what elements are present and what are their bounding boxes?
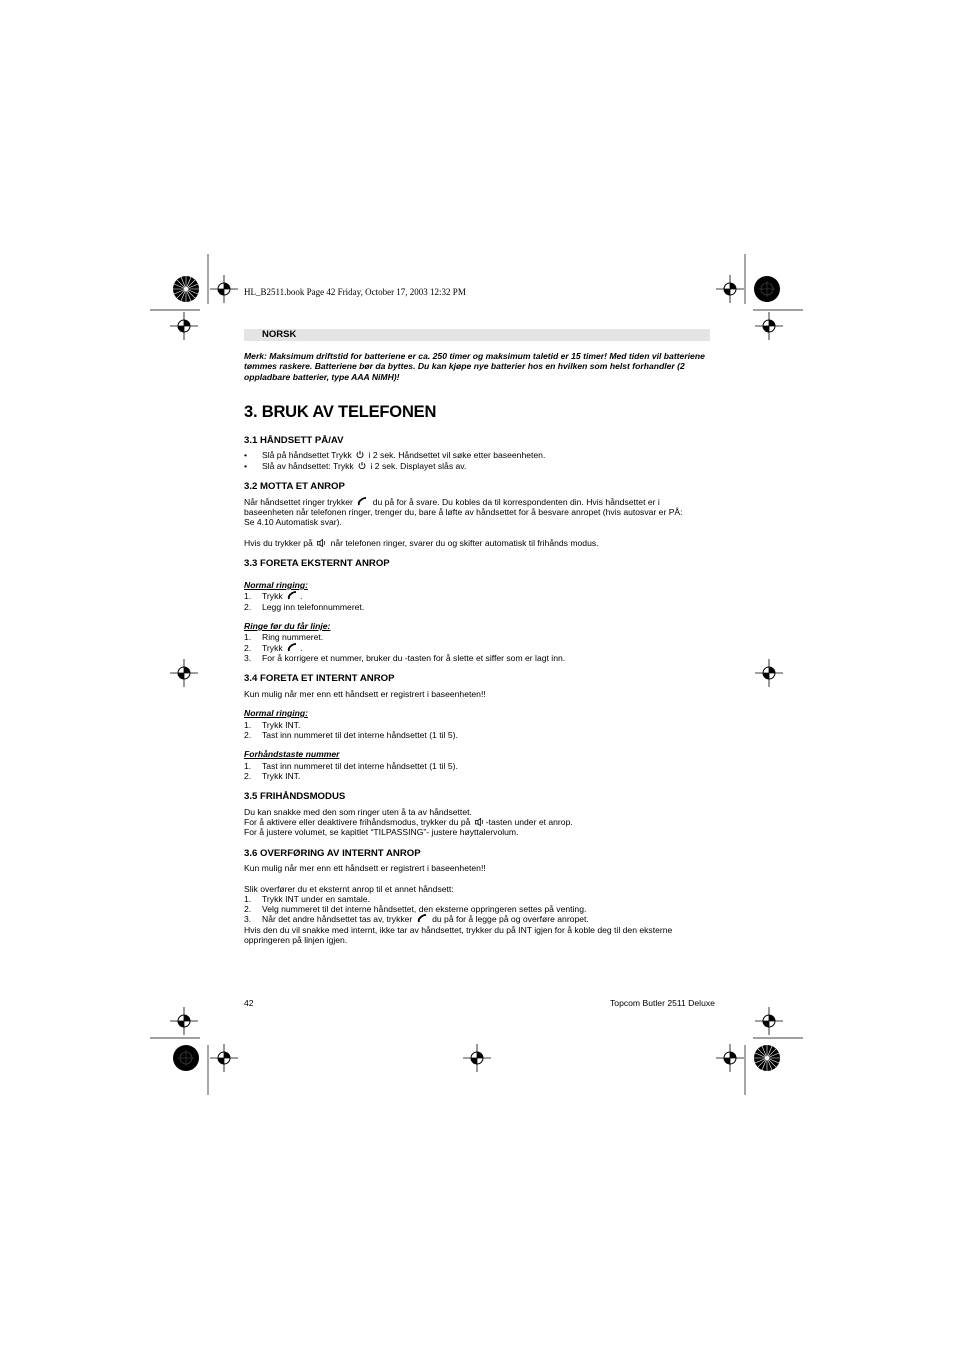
speaker-icon (475, 818, 484, 826)
product-name: Topcom Butler 2511 Deluxe (610, 998, 715, 1008)
section-heading-3-4: 3.4 FORETA ET INTERNT ANROP (244, 673, 395, 684)
paragraph-line: Kun mulig når mer enn ett håndsett er registrert i baseenheten!! (244, 689, 486, 699)
subheading: Normal ringing: (244, 580, 308, 590)
list-item: 3. Når det andre håndsettet tas av, trykker du på for å legge på og overføre anropet. (244, 914, 589, 924)
bullet: • (244, 450, 248, 460)
list-item: • Slå på håndsettet Trykk i 2 sek. Håndsettet vil søke etter baseenheten. (244, 450, 546, 460)
paragraph-line: Du kan snakke med den som ringer uten å ta av håndsettet. (244, 807, 472, 817)
section-heading-3-2: 3.2 MOTTA ET ANROP (244, 481, 345, 492)
power-icon (358, 461, 366, 470)
phone-talk-icon (357, 497, 368, 506)
section-heading-3-3: 3.3 FORETA EKSTERNT ANROP (244, 558, 390, 569)
subheading: Normal ringing: (244, 708, 308, 718)
phone-talk-icon (287, 643, 298, 652)
list-item: 2. Velg nummeret til det interne håndsettet, den eksterne oppringeren settes på venting. (244, 904, 587, 914)
section-heading-3-6: 3.6 OVERFØRING AV INTERNT ANROP (244, 848, 421, 859)
page-number: 42 (244, 998, 254, 1008)
paragraph-line: For å aktivere eller deaktivere frihåndsmodus, trykker du på -tasten under et anrop. (244, 817, 573, 827)
list-item: 1. Trykk . (244, 591, 303, 601)
paragraph-line: Hvis den du vil snakke med internt, ikke tar av håndsettet, trykker du på INT igjen for å koble deg til den eksterne (244, 925, 673, 935)
paragraph-line: baseenheten når telefonen ringer, trenger du, bare å løfte av håndsettet for å besvare anropet (hvis autosvar er PÅ: (244, 507, 683, 517)
print-header: HL_B2511.book Page 42 Friday, October 17, 2003 12:32 PM (244, 287, 466, 297)
paragraph-line: Slik overfører du et eksternt anrop til et annet håndsett: (244, 884, 454, 894)
bullet: • (244, 461, 248, 471)
list-item: 1. Trykk INT. (244, 720, 301, 730)
list-item: 1. Tast inn nummeret til det interne håndsettet (1 til 5). (244, 761, 458, 771)
list-item: 3. For å korrigere et nummer, bruker du -tasten for å slette et siffer som er lagt inn. (244, 653, 566, 663)
language-bar (244, 329, 710, 341)
list-item: 2. Trykk INT. (244, 771, 301, 781)
section-heading-3-5: 3.5 FRIHÅNDSMODUS (244, 791, 346, 802)
list-item: 2. Tast inn nummeret til det interne håndsettet (1 til 5). (244, 730, 458, 740)
language-label: NORSK (262, 329, 297, 340)
list-item: 2. Legg inn telefonnummeret. (244, 602, 365, 612)
phone-hangup-icon (417, 914, 428, 923)
section-heading-3-1: 3.1 HÅNDSETT PÅ/AV (244, 435, 344, 446)
list-item: 1. Trykk INT under en samtale. (244, 894, 370, 904)
subheading: Forhåndstaste nummer (244, 749, 340, 759)
paragraph-line: Hvis du trykker på når telefonen ringer, svarer du og skifter automatisk til frihånds modus. (244, 538, 599, 548)
paragraph-line: oppringeren på linjen igjen. (244, 935, 348, 945)
list-item: 2. Trykk . (244, 643, 303, 653)
phone-talk-icon (287, 591, 298, 600)
list-item: • Slå av håndsettet: Trykk i 2 sek. Displayet slås av. (244, 461, 467, 471)
paragraph-line: Når håndsettet ringer trykker du på for å svare. Du kobles da til korrespondenten din. Hvis håndsettet er i (244, 497, 660, 507)
paragraph-line: Se 4.10 Automatisk svar). (244, 517, 342, 527)
list-item: 1. Ring nummeret. (244, 632, 324, 642)
chapter-title: 3. BRUK AV TELEFONEN (244, 403, 437, 421)
speaker-icon (317, 539, 326, 547)
paragraph-line: For å justere volumet, se kapitlet “TILPASSING”- justere høyttalervolum. (244, 827, 519, 837)
subheading: Ringe før du får linje: (244, 621, 331, 631)
battery-note: Merk: Maksimum driftstid for batteriene er ca. 250 timer og maksimum taletid er 15 timer! Med tiden vil batteriene tømmes raskere. Batteriene bør da byttes. Du kan kjøpe nye batterier hos en hvilken som helst forhandler (2 oppladbare batterier, type AAA NiMH)! (244, 351, 705, 382)
paragraph-line: Kun mulig når mer enn ett håndsett er registrert i baseenheten!! (244, 863, 486, 873)
power-icon (356, 450, 364, 459)
